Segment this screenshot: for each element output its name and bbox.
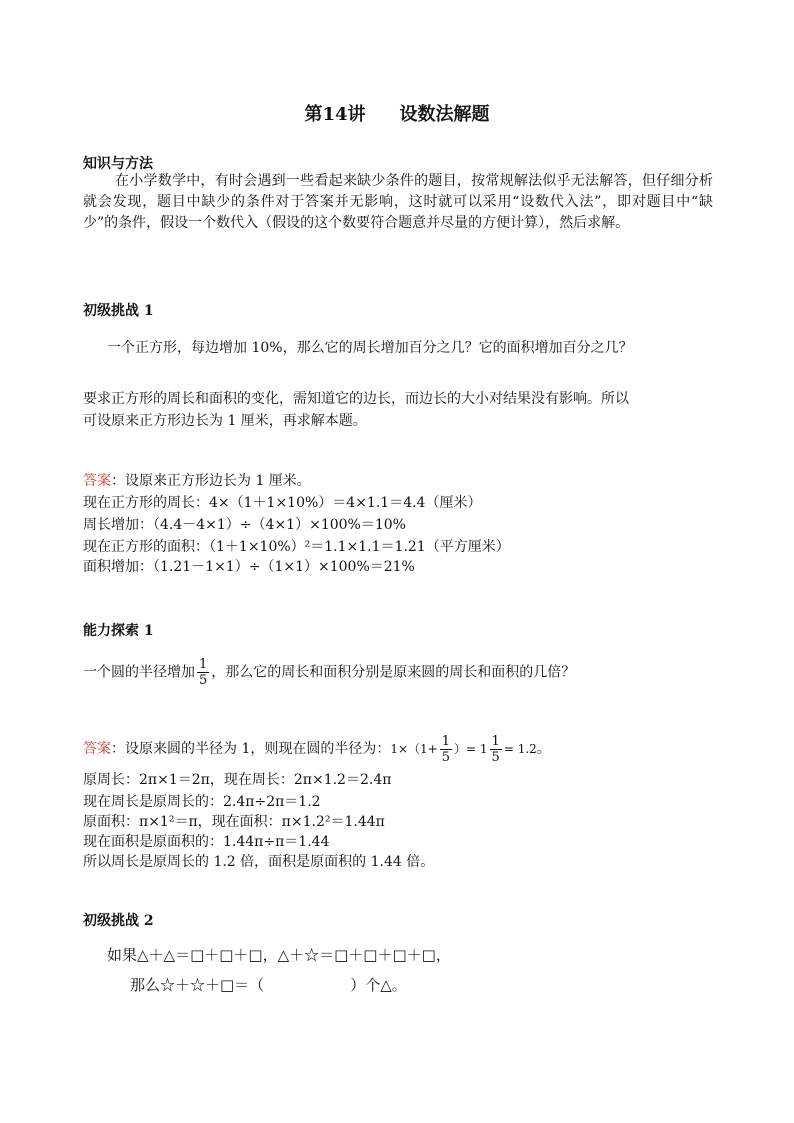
answer-label: 答案 xyxy=(83,741,111,757)
page-title xyxy=(0,100,794,126)
explore1-answer-line2: 原周长：2π×1＝2π，现在周长：2π×1.2＝2.4π xyxy=(83,772,392,788)
knowledge-heading: 知识与方法 xyxy=(83,156,153,172)
explore1-answer-line1: 答案：设原来圆的半径为 1，则现在圆的半径为：1×（1+ $\frac{1}{5}$ ）= 1 $\frac{1}{5}$ = 1.2。 xyxy=(83,734,551,765)
challenge1-answer-line1: 答案：设原来正方形边长为 1 厘米。 xyxy=(83,473,311,489)
challenge2-heading: 初级挑战 2 xyxy=(83,913,154,929)
explore1-answer-line5: 现在面积是原面积的：1.44π÷π＝1.44 xyxy=(83,834,330,850)
challenge1-heading: 初级挑战 1 xyxy=(83,303,154,319)
explore1-answer-line6: 所以周长是原周长的 1.2 倍，面积是原面积的 1.44 倍。 xyxy=(83,854,435,870)
challenge2-line2: 那么☆＋☆＋□＝（ ）个△。 xyxy=(130,976,407,994)
challenge2-line1: 如果△＋△＝□＋□＋□，△＋☆＝□＋□＋□＋□， xyxy=(107,946,451,964)
lecture-number: 第14讲 xyxy=(304,104,366,125)
challenge1-analysis-line1: 要求正方形的周长和面积的变化，需知道它的边长，而边长的大小对结果没有影响。所以 xyxy=(83,391,629,407)
answer-label: 答案 xyxy=(83,473,111,489)
challenge1-answer-line3: 周长增加：（4.4－4×1）÷（4×1）×100%＝10% xyxy=(83,517,406,533)
challenge1-question: 一个正方形，每边增加 10%，那么它的周长增加百分之几？它的面积增加百分之几？ xyxy=(107,340,633,356)
challenge1-answer-line2: 现在正方形的周长：4×（1＋1×10%）＝4×1.1＝4.4（厘米） xyxy=(83,495,482,511)
explore1-question: 一个圆的半径增加 $\frac{1}{5}$ ，那么它的周长和面积分别是原来圆的周长和面积的几倍？ xyxy=(83,657,576,688)
fraction-one-fifth: $\frac{1}{5}$ xyxy=(199,657,208,688)
challenge1-answer-line5: 面积增加：（1.21－1×1）÷（1×1）×100%＝21% xyxy=(83,559,415,575)
challenge1-answer-line4: 现在正方形的面积：（1＋1×10%）²＝1.1×1.1＝1.21（平方厘米） xyxy=(83,539,510,555)
lecture-topic: 设数法解题 xyxy=(399,104,490,125)
explore1-heading: 能力探索 1 xyxy=(83,623,154,639)
explore1-answer-line4: 原面积：π×1²＝π，现在面积：π×1.2²＝1.44π xyxy=(83,814,385,830)
knowledge-text: 在小学数学中，有时会遇到一些看起来缺少条件的题目，按常规解法似乎无法解答，但仔细分析就会发现，题目中缺少的条件对于答案并无影响，这时就可以采用“设数代入法”，即对题目中“缺少”的条件，假设一个数代入（假设的这个数要符合题意并尽量的方便计算），然后求解。 xyxy=(83,173,713,231)
radius-formula: 1×（1+ $\frac{1}{5}$ ）= 1 $\frac{1}{5}$ = 1.2 xyxy=(390,734,537,765)
explore1-answer-line3: 现在周长是原周长的：2.4π÷2π＝1.2 xyxy=(83,794,321,810)
challenge1-analysis-line2: 可设原来正方形边长为 1 厘米，再求解本题。 xyxy=(83,413,367,429)
